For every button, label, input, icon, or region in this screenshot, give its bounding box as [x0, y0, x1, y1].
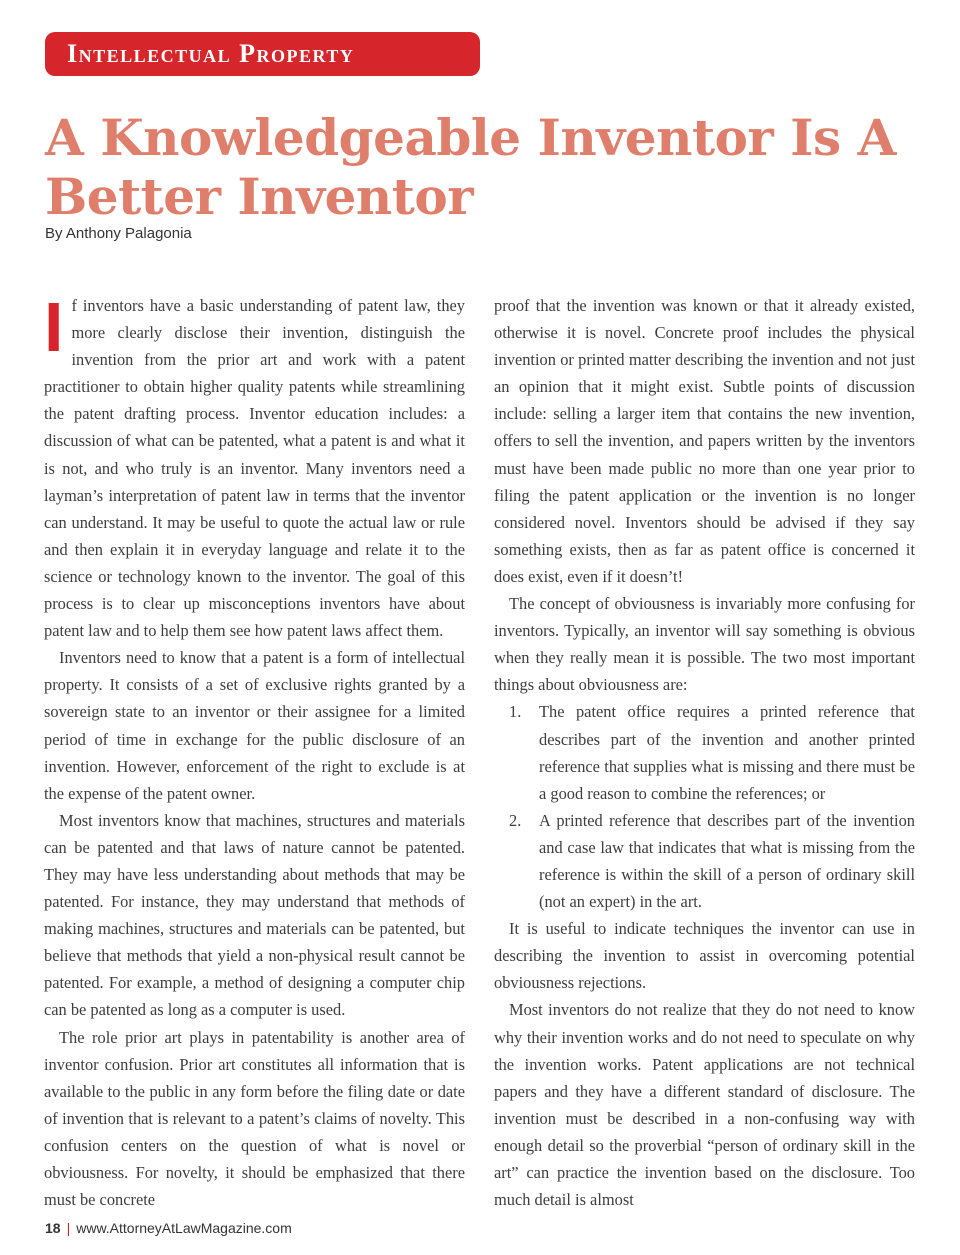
obviousness-list [494, 698, 915, 915]
section-banner [45, 32, 480, 76]
byline: By Anthony Palagonia [45, 225, 192, 242]
list-item-number: 1. [509, 702, 522, 722]
footer-separator: | [66, 1220, 71, 1236]
body-paragraph: Most inventors do not realize that they do not need to know why their invention works and do not need to speculate on why the invention works. Patent applications are not technical papers and they have a different standard of disclosure. The invention must be described in a non-confusing way with enough detail so the proverbial “person of ordinary skill in the art” can practice the invention based on the disclosure. Too much detail is almost [494, 1000, 915, 1210]
drop-cap: I [44, 288, 64, 366]
section-label: Intellectual Property [67, 39, 355, 68]
body-paragraph: It is useful to indicate techniques the inventor can use in describing the invention to assist in overcoming potential obviousness rejections. [494, 919, 915, 993]
body-paragraph: The role prior art plays in patentability is another area of inventor confusion. Prior art constitutes all information that is available to the public in any form before the filing date or date of invention that is relevant to a patent’s claims of novelty. This confusion centers on the question of what is novel or obviousness. For novelty, it should be emphasized that there must be concrete [44, 1027, 465, 1210]
intro-paragraph [44, 288, 465, 644]
body-paragraph: proof that the invention was known or that it already existed, otherwise it is novel. Concrete proof includes the physical invention or printed matter describing the invention and not just an opinion that it might exist. Subtle points of discussion include: selling a larger item that contains the new invention, offers to sell the invention, and papers written by the inventors must have been made public no more than one year prior to filing the patent application or the invention is no longer considered novel. Inventors should be advised if they say something exists, then as far as patent office is concerned it does exist, even if it doesn’t! [494, 296, 915, 586]
left-column [44, 288, 465, 1213]
list-item-text: A printed reference that describes part of the invention and case law that indicates that what is missing from the reference is within the skill of a person of ordinary skill (not an expert) in the art. [539, 810, 915, 912]
list-item-number: 2. [509, 810, 522, 830]
right-column [494, 292, 915, 1213]
list-item [494, 807, 915, 915]
body-paragraph: Most inventors know that machines, structures and materials can be patented and that laws of nature cannot be patented. They may have less understanding about methods that may be patented. For instance, they may understand that methods of making machines, structures and materials can be patented, but believe that methods that yield a non-physical result cannot be patented. For example, a method of designing a computer chip can be patented as long as a computer is used. [44, 810, 465, 1020]
body-paragraph: The concept of obviousness is invariably more confusing for inventors. Typically, an inventor will say something is obvious when they really mean it is possible. The two most important things about obviousness are: [494, 594, 915, 695]
list-item [494, 698, 915, 806]
article-title: A Knowledgeable Inventor Is A Better Inventor [45, 108, 896, 226]
page-number: 18 [45, 1220, 61, 1236]
page-footer [45, 1220, 292, 1236]
list-item-text: The patent office requires a printed reference that describes part of the invention and another printed reference that supplies what is missing and there must be a good reason to combine the references; or [539, 702, 915, 803]
footer-url: www.AttorneyAtLawMagazine.com [76, 1220, 292, 1236]
intro-paragraph-text: f inventors have a basic understanding of patent law, they more clearly disclose their invention, distinguish the invention from the prior art and work with a patent practitioner to obtain higher quality patents while streamlining the patent drafting process. Inventor education includes: a discussion of what can be patented, what a patent is and what it is not, and who truly is an inventor. Many inventors need a layman’s interpretation of patent law in terms that the inventor can understand. It may be useful to quote the actual law or rule and then explain it in everyday language and relate it to the science or technology known to the inventor. The goal of this process is to clear up misconceptions inventors have about patent law and to help them see how patent laws affect them. [44, 296, 465, 641]
body-paragraph: Inventors need to know that a patent is a form of intellectual property. It consists of a set of exclusive rights granted by a sovereign state to an inventor or their assignee for a limited period of time in exchange for the public disclosure of an invention. However, enforcement of the right to exclude is at the expense of the patent owner. [44, 648, 465, 803]
